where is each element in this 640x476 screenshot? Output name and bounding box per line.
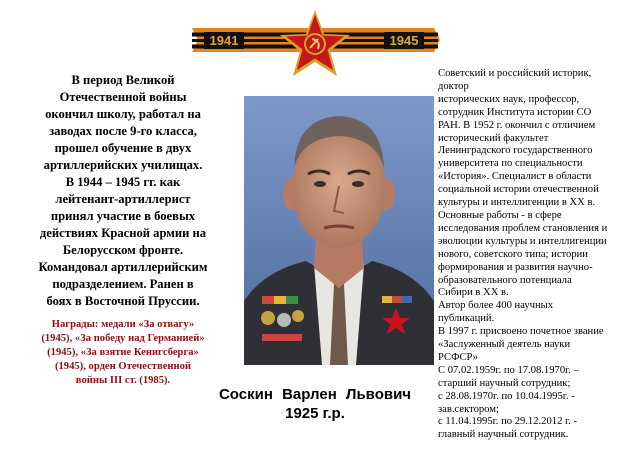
description-line: «Заслуженный деятель науки [438,339,571,351]
portrait-illustration [244,96,434,365]
description-line: с 11.04.1995г. по 29.12.2012 г. - [438,416,577,428]
bio-line: прошел обучение в двух [54,141,192,155]
description-line: публикаций. [438,313,495,325]
bio-line: артиллерийских училищах. [43,158,203,172]
awards-line: Награды: медали «За отвагу» [51,319,195,330]
medal-bars-icon [261,296,304,341]
year-right-label: 1945 [389,33,419,48]
description-line: старший научный сотрудник; [438,377,571,389]
description-line: РАН. В 1952 г. окончил с отличием [438,119,596,131]
person-name: Соскин Варлен Львович [218,386,412,403]
bio-line: лейтенант-артиллерист [55,192,191,206]
person-birth-year: 1925 г.р. [285,405,345,422]
description-line: доктор [438,80,469,92]
description-line: «История». Специалист в области [438,171,592,183]
description-line: Сибири в XX в. [438,287,509,299]
description-line: исторический факультет [438,132,549,144]
awards-line: войны III ст. (1985). [75,375,171,386]
description-line: Ленинградского государственного [438,145,593,157]
bio-line: В период Великой [71,73,175,87]
description-line: сотрудник Института истории СО [438,106,592,118]
description-line: университета по специальности [438,158,583,170]
bio-line: Командовал артиллерийским [38,260,208,274]
description-line: с 28.08.1970г. по 10.04.1995г. - [438,390,575,402]
awards-line: (1945), орден Отечественной [54,361,192,372]
description-line: образовательного потенциала [438,274,572,286]
bio-line: В 1944 – 1945 гг. как [65,175,181,189]
bio-line: Отечественной войны [59,90,187,104]
bio-line: принял участие в боевых [50,209,196,223]
description-line: исторических наук, профессор, [438,93,580,105]
bio-line: боях в Восточной Пруссии. [46,294,200,308]
description-line: Автор более 400 научных [438,300,554,312]
bio-line: Белорусском фронте. [62,243,184,257]
description-line: РСФСР» [438,351,478,363]
description-line: зав.сектором; [438,403,499,415]
description-line: эволюции культуры и интеллигенции [438,235,607,247]
awards-line: (1945), «За взятие Кенигсберга» [47,347,199,358]
year-left-label: 1941 [209,33,239,48]
left-column [18,72,228,388]
bio-line: подразделением. Ранен в [52,277,194,291]
right-column-description [438,68,630,442]
description-line: Основные работы - в сфере [438,209,562,221]
description-line: нового, советского типа; истории [438,248,588,260]
description-line: Советский и российский историк, [438,68,592,79]
description-line: В 1997 г. присвоено почетное звание [438,326,604,338]
description-line: формирования и развития научно- [438,261,593,273]
description-line: социальной истории отечественной [438,184,599,196]
description-line: исследования проблем становления и [438,222,608,234]
bio-line: действиях Красной армии на [39,226,207,240]
awards-text [18,318,228,388]
description-line: культуры и интеллигенции в XX в. [438,197,596,209]
red-star-icon [280,10,350,76]
portrait-photo [244,96,434,365]
bio-line: окончил школу, работал на [45,107,201,121]
bio-line: заводах после 9-го класса, [49,124,197,138]
war-biography [18,72,228,310]
description-line: главный научный сотрудник. [438,429,569,441]
awards-line: (1945), «За победу над Германией» [41,333,205,344]
person-caption [210,386,420,422]
description-line: С 07.02.1959г. по 17.08.1970г. – [438,364,579,376]
